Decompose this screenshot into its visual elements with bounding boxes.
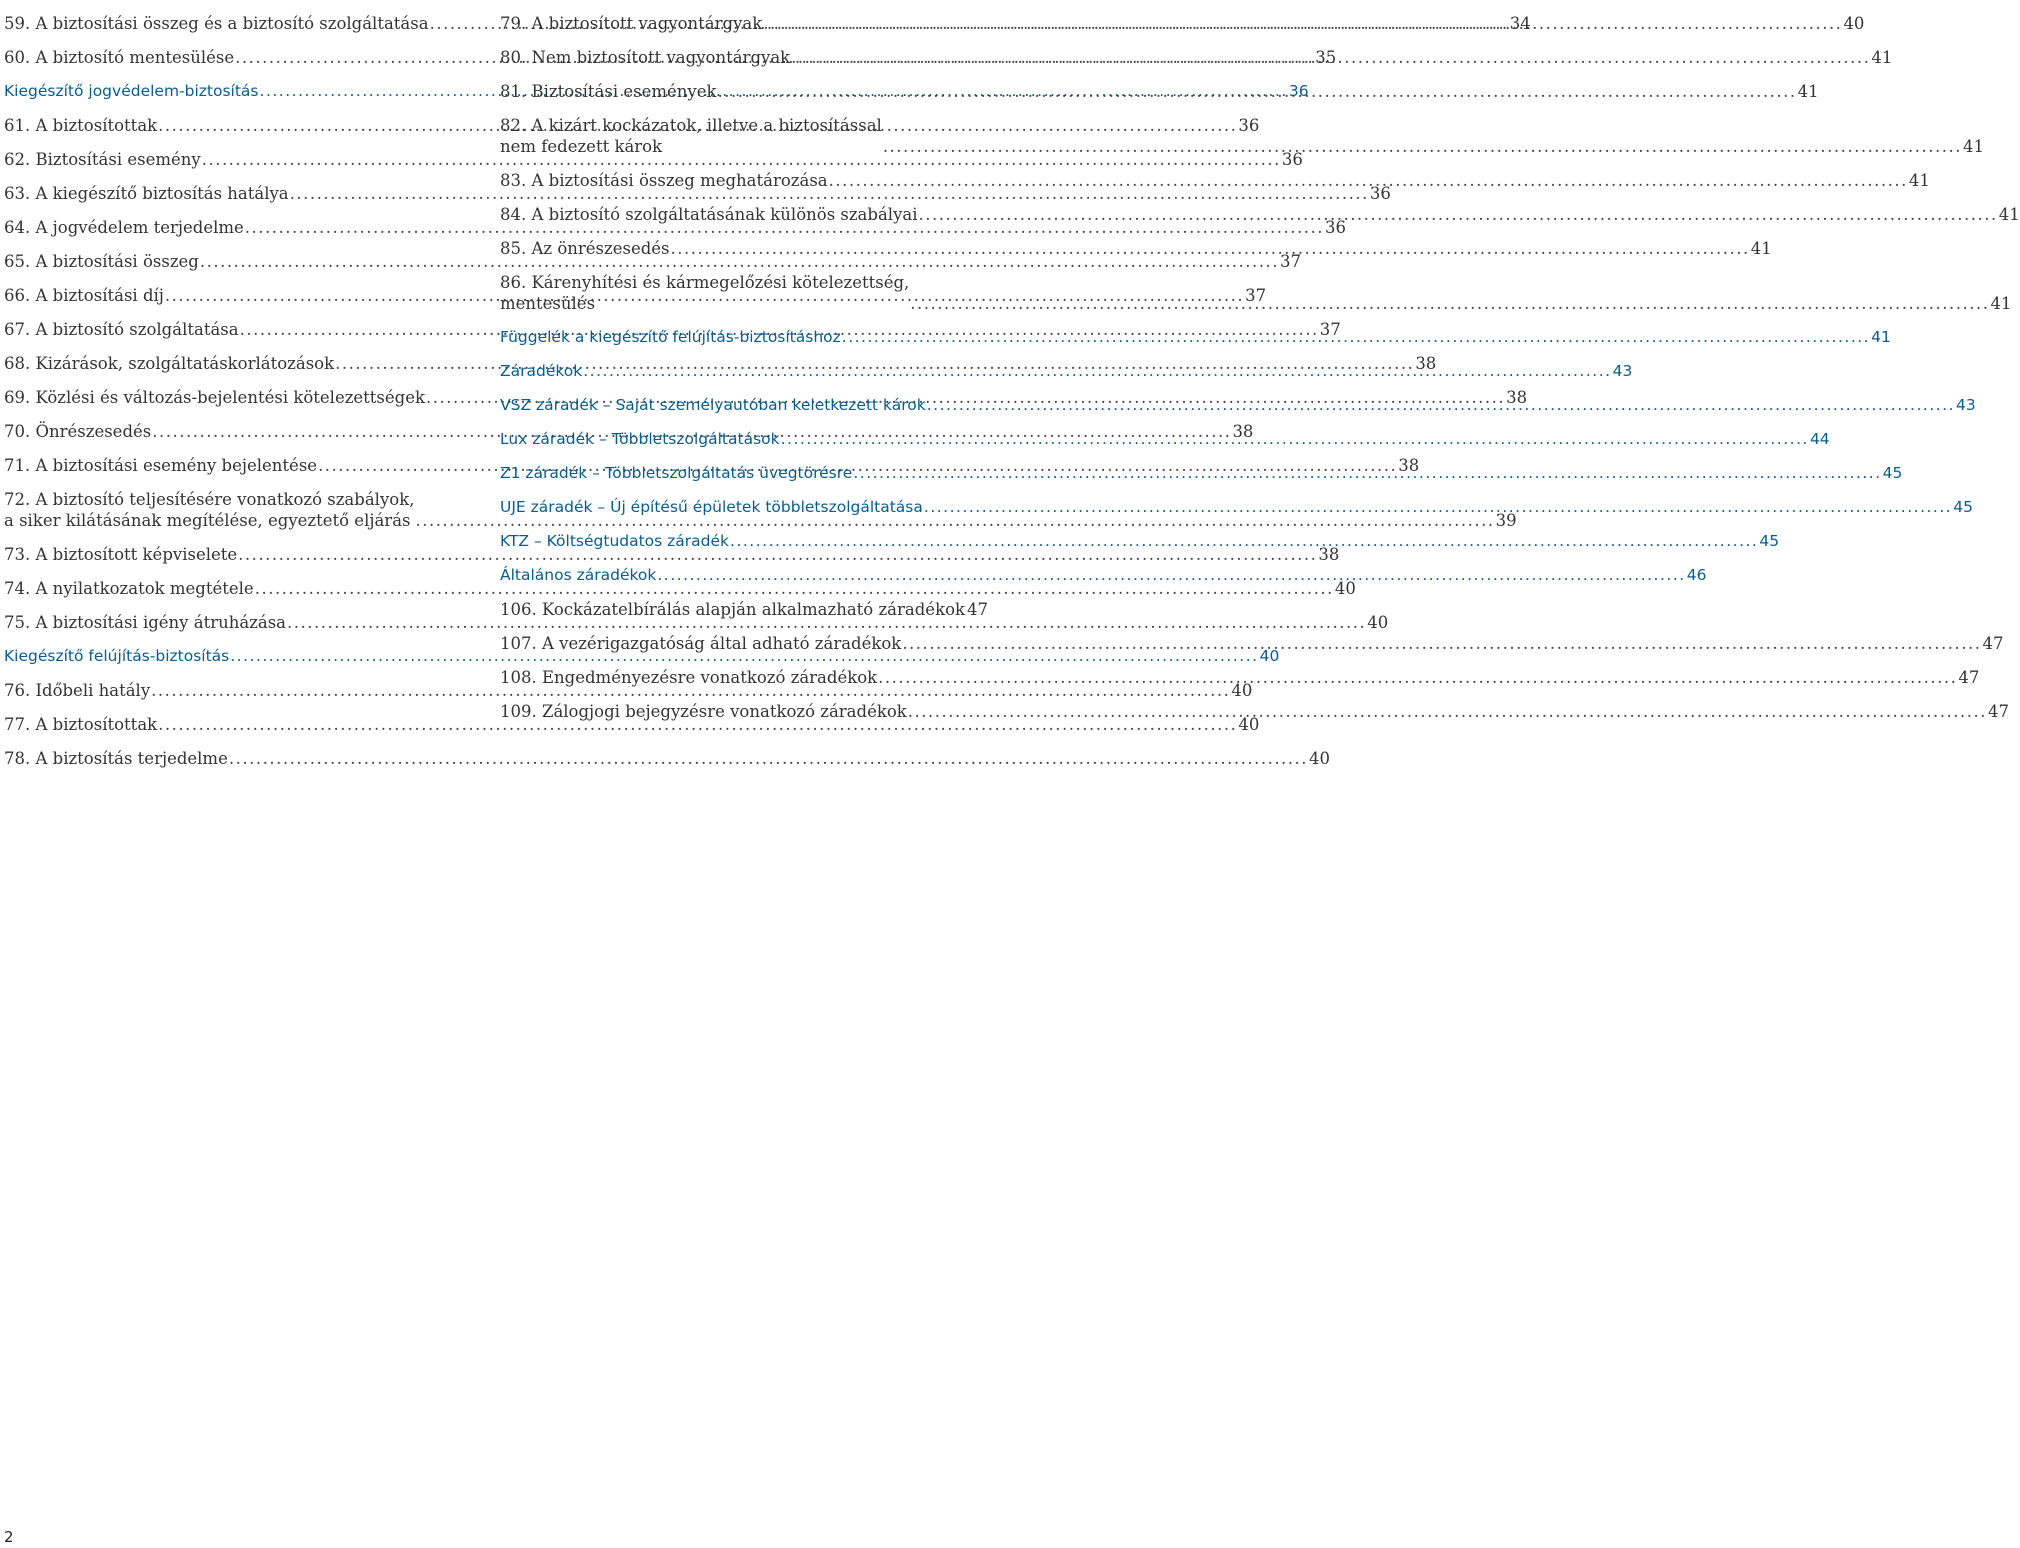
toc-entry-title — [4, 387, 425, 408]
toc-page-number: 40 — [1231, 681, 1253, 700]
toc-entry-title — [500, 47, 790, 68]
toc-entry-title — [500, 361, 582, 382]
toc-dot-leader — [781, 429, 1809, 450]
toc-entry-title-line: Kiegészítő felújítás-biztosítás — [4, 647, 230, 665]
toc-page-number: 47 — [967, 600, 988, 619]
toc-page-number: 37 — [1245, 286, 1267, 305]
toc-page-number: 37 — [1280, 252, 1302, 271]
toc-page-number: 45 — [1759, 532, 1780, 550]
toc-entry-title-line: 73. A biztosított képviselete — [4, 545, 238, 564]
toc-entry-title-line: 68. Kizárások, szolgáltatáskorlátozások — [4, 354, 335, 373]
toc-dot-leader — [717, 81, 1796, 102]
toc-page-number: 47 — [1958, 668, 1980, 687]
toc-page-number: 41 — [1908, 171, 1930, 190]
toc-page-number: 34 — [1509, 14, 1531, 33]
toc-entry-title-line: 79. A biztosított vagyontárgyak — [500, 14, 763, 33]
toc-entry-title — [500, 633, 901, 654]
toc-entry-title-line: 80. Nem biztosított vagyontárgyak — [500, 48, 791, 67]
toc-page-number: 36 — [1281, 150, 1303, 169]
toc-page-number: 47 — [1987, 702, 2009, 721]
toc-entry-title-line: Függelék a kiegészítő felújítás-biztosításhoz — [500, 328, 841, 346]
toc-entry-title — [500, 497, 923, 518]
toc-entry-title — [4, 612, 286, 633]
toc-page-number: 38 — [1318, 545, 1340, 564]
toc-page-number: 36 — [1324, 218, 1346, 237]
toc-entry-title — [500, 272, 909, 314]
toc-entry-title — [4, 421, 151, 442]
toc-dot-leader — [924, 497, 1952, 518]
toc-entry-title-line: mentesülés — [500, 294, 596, 313]
toc-entry-title — [4, 489, 414, 531]
toc-entry-title-line: 66. A biztosítási díj — [4, 286, 164, 305]
toc-entry-title — [4, 748, 228, 769]
toc-entry-title-line: 77. A biztosítottak — [4, 715, 158, 734]
toc-entry-title-line: 60. A biztosító mentesülése — [4, 48, 235, 67]
toc-entry-title-line: 108. Engedményezésre vonatkozó záradékok — [500, 668, 878, 687]
toc-entry-title — [500, 395, 926, 416]
toc-page-number: 41 — [1871, 48, 1893, 67]
toc-entry-title-line: a siker kilátásának megítélése, egyeztető eljárás — [4, 511, 411, 530]
toc-entry-title-line: 74. A nyilatkozatok megtétele — [4, 579, 254, 598]
toc-page-number: 47 — [1982, 634, 2004, 653]
toc-entry-title-line: Z1 záradék – Többletszolgáltatás üvegtörésre — [500, 464, 853, 482]
toc-entry-title-line: 62. Biztosítási esemény — [4, 150, 201, 169]
toc-page-number: 40 — [1309, 749, 1331, 768]
toc-page-number: 36 — [1369, 184, 1391, 203]
toc-entry-title-line: 59. A biztosítási összeg és a biztosító szolgáltatása — [4, 14, 429, 33]
toc-page-number: 40 — [1843, 14, 1865, 33]
toc-page-number: 38 — [1506, 388, 1528, 407]
toc-entry-title-line: 64. A jogvédelem terjedelme — [4, 218, 244, 237]
toc-entry-title — [4, 183, 289, 204]
toc-dot-leader — [842, 327, 1870, 348]
toc-entry-title-line: 107. A vezérigazgatóság által adható záradékok — [500, 634, 902, 653]
toc-page-number: 44 — [1809, 430, 1830, 448]
toc-entry-title — [4, 217, 244, 238]
toc-entry-title — [4, 81, 259, 102]
toc-entry-title-line: 65. A biztosítási összeg — [4, 252, 199, 271]
toc-dot-leader — [908, 701, 1987, 722]
toc-entry-title — [4, 578, 254, 599]
toc-page-number: 37 — [1319, 320, 1341, 339]
toc-page-number: 45 — [1882, 464, 1903, 482]
toc-entry-title — [4, 149, 201, 170]
toc-dot-leader — [853, 463, 1881, 484]
toc-entry-title-line: UJE záradék – Új építésű épületek többletszolgáltatása — [500, 498, 923, 516]
toc-dot-leader — [883, 136, 1962, 157]
toc-entry-title-line: 63. A kiegészítő biztosítás hatálya — [4, 184, 289, 203]
toc-entry-title — [4, 319, 239, 340]
toc-dot-leader — [657, 565, 1685, 586]
toc-page-number: 46 — [1686, 566, 1707, 584]
page-number: 2 — [4, 1528, 14, 1546]
toc-entry-title-line: 78. A biztosítás terjedelme — [4, 749, 228, 768]
toc-entry-title-line: 82. A kizárt kockázatok, illetve a biztosítással — [500, 116, 882, 135]
toc-dot-leader — [791, 47, 1870, 68]
toc-section-heading[interactable] — [500, 484, 1973, 518]
toc-page-number: 41 — [1797, 82, 1819, 101]
toc-entry-title-line: 76. Időbeli hatály — [4, 681, 151, 700]
toc-page-number: 43 — [1612, 362, 1633, 380]
toc-dot-leader — [229, 748, 1308, 769]
toc-entry-title — [500, 170, 828, 191]
toc-entry-title-line: 72. A biztosító teljesítésére vonatkozó szabályok, — [4, 490, 415, 509]
toc-entry-title — [4, 251, 199, 272]
toc-entry-title — [4, 714, 157, 735]
toc-entry-title-line: Általános záradékok — [500, 566, 657, 584]
toc-entry-title-line: 83. A biztosítási összeg meghatározása — [500, 171, 828, 190]
toc-page-number: 36 — [1288, 82, 1309, 100]
toc-entry-title — [4, 285, 164, 306]
toc-entry-title — [500, 327, 841, 348]
toc-page-number: 39 — [1495, 511, 1517, 530]
toc-entry-title-line: 109. Zálogjogi bejegyzésre vonatkozó záradékok — [500, 702, 907, 721]
toc-entry-title-line: 85. Az önrészesedés — [500, 239, 670, 258]
toc-entry-title-line: 84. A biztosító szolgáltatásának különös szabályai — [500, 205, 918, 224]
toc-entry-title-line: 67. A biztosító szolgáltatása — [4, 320, 239, 339]
toc-page-number: 41 — [1990, 294, 2012, 313]
toc-page-number: 40 — [1259, 647, 1280, 665]
toc-entry-title-line: 86. Kárenyhítési és kármegelőzési kötelezettség, — [500, 273, 910, 292]
toc-dot-leader — [878, 667, 1957, 688]
toc-entry-title — [500, 565, 656, 586]
toc-page-number: 41 — [1750, 239, 1772, 258]
toc-page-number: 41 — [1963, 137, 1984, 156]
toc-dot-leader — [730, 531, 1758, 552]
toc-page-number: 38 — [1232, 422, 1254, 441]
toc-entry-title — [500, 238, 670, 259]
toc-entry-title-line: Kiegészítő jogvédelem-biztosítás — [4, 82, 259, 100]
toc-entry-title-line: 69. Közlési és változás-bejelentési kötelezettségek — [4, 388, 425, 407]
toc-dot-leader — [919, 204, 1998, 225]
toc-page-number: 35 — [1315, 48, 1337, 67]
toc-entry-title — [4, 13, 429, 34]
toc-page-number: 40 — [1238, 715, 1260, 734]
toc-page-number: 40 — [1334, 579, 1356, 598]
toc-entry-title — [4, 646, 229, 667]
toc-page-number: 45 — [1953, 498, 1973, 516]
toc-entry-title-line: Lux záradék – Többletszolgáltatások — [500, 430, 780, 448]
toc-dot-leader — [910, 293, 1989, 314]
toc-dot-leader — [902, 633, 1981, 654]
toc-entry-title-line: 61. A biztosítottak — [4, 116, 158, 135]
toc-entry[interactable] — [500, 586, 988, 620]
toc-entry-title — [4, 544, 237, 565]
toc-entry-title — [500, 429, 780, 450]
toc-entry-title — [500, 81, 716, 102]
toc-entry-title — [4, 680, 150, 701]
toc-entry-title-line: 70. Önrészesedés — [4, 422, 152, 441]
toc-dot-leader — [829, 170, 1908, 191]
toc-entry[interactable] — [4, 735, 1331, 769]
toc-entry-title-line: KTZ – Költségtudatos záradék — [500, 532, 730, 550]
toc-page-number: 43 — [1956, 396, 1976, 414]
toc-page-number: 40 — [1367, 613, 1389, 632]
toc-entry-title-line: VSZ záradék – Saját személyautóban keletkezett károk — [500, 396, 926, 414]
toc-entry-title — [500, 531, 729, 552]
toc-entry-title — [500, 701, 907, 722]
toc-entry-title — [500, 667, 877, 688]
toc-page-number: 36 — [1238, 116, 1260, 135]
toc-dot-leader — [927, 395, 1955, 416]
toc-dot-leader — [583, 361, 1611, 382]
toc-entry-title — [4, 115, 157, 136]
toc-entry-title — [4, 353, 334, 374]
toc-page-number: 38 — [1415, 354, 1437, 373]
toc-entry-title-line: 75. A biztosítási igény átruházása — [4, 613, 287, 632]
toc-entry-title — [500, 204, 918, 225]
toc-page-number: 38 — [1398, 456, 1420, 475]
toc-dot-leader — [763, 13, 1842, 34]
toc-entry-title-line: Záradékok — [500, 362, 583, 380]
toc-entry-title — [500, 13, 762, 34]
toc-entry-title — [500, 115, 882, 157]
toc-entry-title-line: 81. Biztosítási események — [500, 82, 717, 101]
toc-page-number: 41 — [1998, 205, 2020, 224]
toc-page-number: 41 — [1871, 328, 1891, 346]
toc-entry-title-line: 71. A biztosítási esemény bejelentése — [4, 456, 318, 475]
toc-entry-title-line: 106. Kockázatelbírálás alapján alkalmazható záradékok — [500, 600, 965, 619]
toc-entry-title-line: nem fedezett károk — [500, 137, 663, 156]
toc-entry-title — [4, 455, 317, 476]
toc-entry-title — [500, 463, 852, 484]
toc-entry-title — [500, 599, 965, 620]
toc-dot-leader — [671, 238, 1750, 259]
toc-entry-title — [4, 47, 234, 68]
